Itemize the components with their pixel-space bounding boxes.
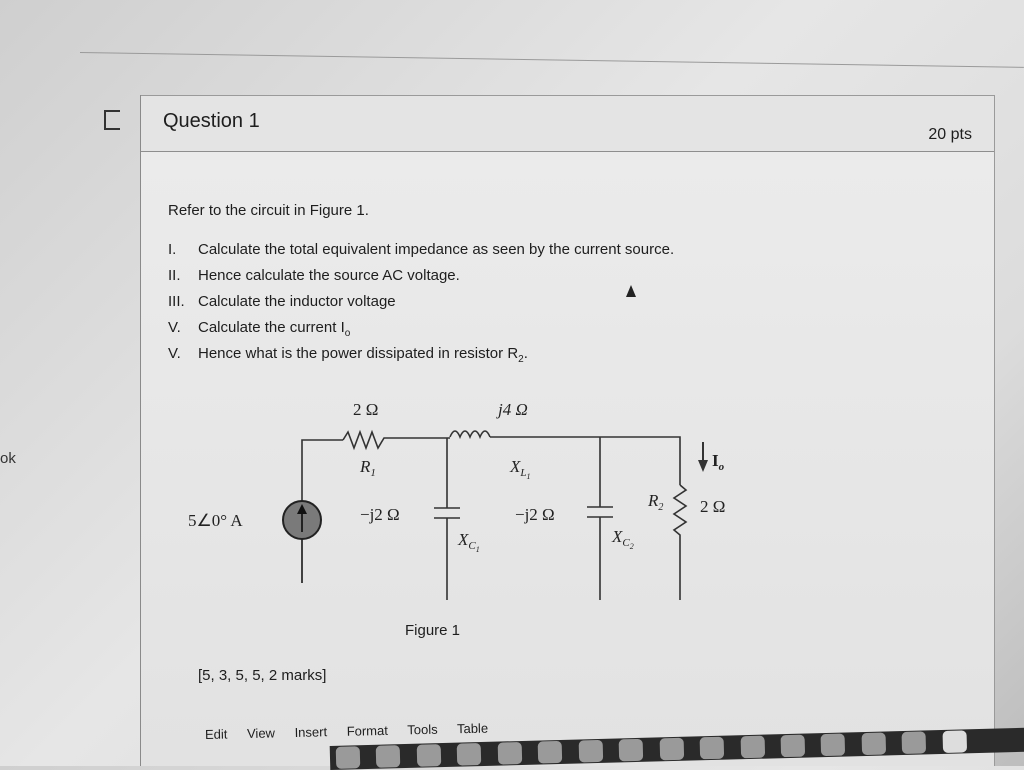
figure-caption: Figure 1 [405, 622, 461, 639]
dock-app-icon[interactable] [538, 741, 563, 764]
current-source-icon [283, 501, 321, 539]
question-header [141, 95, 994, 152]
screen-divider [80, 52, 1024, 68]
dock-app-icon[interactable] [457, 743, 482, 766]
dock-app-icon[interactable] [578, 740, 603, 763]
c2-label: $X_C2$ [612, 527, 634, 551]
current-arrow-icon [698, 442, 708, 472]
current-label: $I_o$ [712, 451, 725, 473]
task-item: II. Hence calculate the source AC voltage. [168, 267, 460, 284]
r2-value: 2 Ω [700, 497, 726, 516]
source-label: 5∠0° A [188, 511, 243, 530]
r2-label: $R_2$ [648, 491, 664, 513]
resistor-r2 [674, 485, 686, 570]
menu-view[interactable]: View [246, 725, 276, 742]
task-item: I. Calculate the total equivalent impedance as seen by the current source. [168, 241, 675, 258]
r1-label: $R_1$ [360, 457, 376, 479]
flag-question-icon[interactable] [104, 110, 120, 130]
capacitor-xc1 [434, 508, 460, 518]
dock-app-icon[interactable] [700, 737, 725, 760]
c1-label: $X_C1$ [458, 530, 480, 554]
dock-font-icon[interactable] [942, 730, 967, 753]
dock-podcast-icon[interactable] [781, 735, 806, 758]
dock-mail-icon[interactable] [619, 739, 644, 762]
dock-app-icon[interactable] [497, 742, 522, 765]
l1-value: j4 Ω [498, 400, 528, 419]
l1-label: $X_L1$ [510, 457, 531, 481]
dock-app-icon[interactable] [902, 731, 927, 754]
dock-books-icon[interactable] [821, 734, 846, 757]
marks-breakdown: [5, 3, 5, 5, 2 marks] [198, 667, 327, 684]
sidebar-link-text[interactable]: ok [0, 450, 16, 467]
question-intro: Refer to the circuit in Figure 1. [168, 202, 369, 219]
r1-value: 2 Ω [353, 400, 379, 419]
menu-insert[interactable]: Insert [294, 724, 328, 740]
c1-value: −j2 Ω [360, 505, 400, 524]
question-points: 20 pts [928, 126, 972, 143]
menu-format[interactable]: Format [346, 722, 389, 739]
dock-app-icon[interactable] [376, 745, 401, 768]
inductor-xl1 [450, 431, 490, 437]
mouse-cursor-icon [626, 285, 636, 297]
menu-tools[interactable]: Tools [407, 721, 438, 738]
c2-value: −j2 Ω [515, 505, 555, 524]
task-item: V. Calculate the current $I_o$ [168, 319, 351, 339]
circuit-diagram [160, 380, 760, 600]
dock-app-icon[interactable] [861, 732, 886, 755]
question-body [168, 202, 674, 367]
dock-app-icon[interactable] [336, 746, 361, 769]
task-item: V. Hence what is the power dissipated in resistor $R_2$. [168, 345, 528, 365]
task-item: III. Calculate the inductor voltage [168, 293, 396, 310]
dock-app-icon[interactable] [417, 744, 442, 767]
dock-music-icon[interactable] [659, 738, 684, 761]
resistor-r1 [343, 432, 390, 448]
task-list [168, 237, 674, 367]
menu-edit[interactable]: Edit [204, 726, 228, 742]
capacitor-xc2 [587, 507, 613, 517]
dock-mail-icon[interactable] [740, 736, 765, 759]
menu-table[interactable]: Table [456, 720, 489, 737]
question-title: Question 1 [163, 110, 260, 132]
